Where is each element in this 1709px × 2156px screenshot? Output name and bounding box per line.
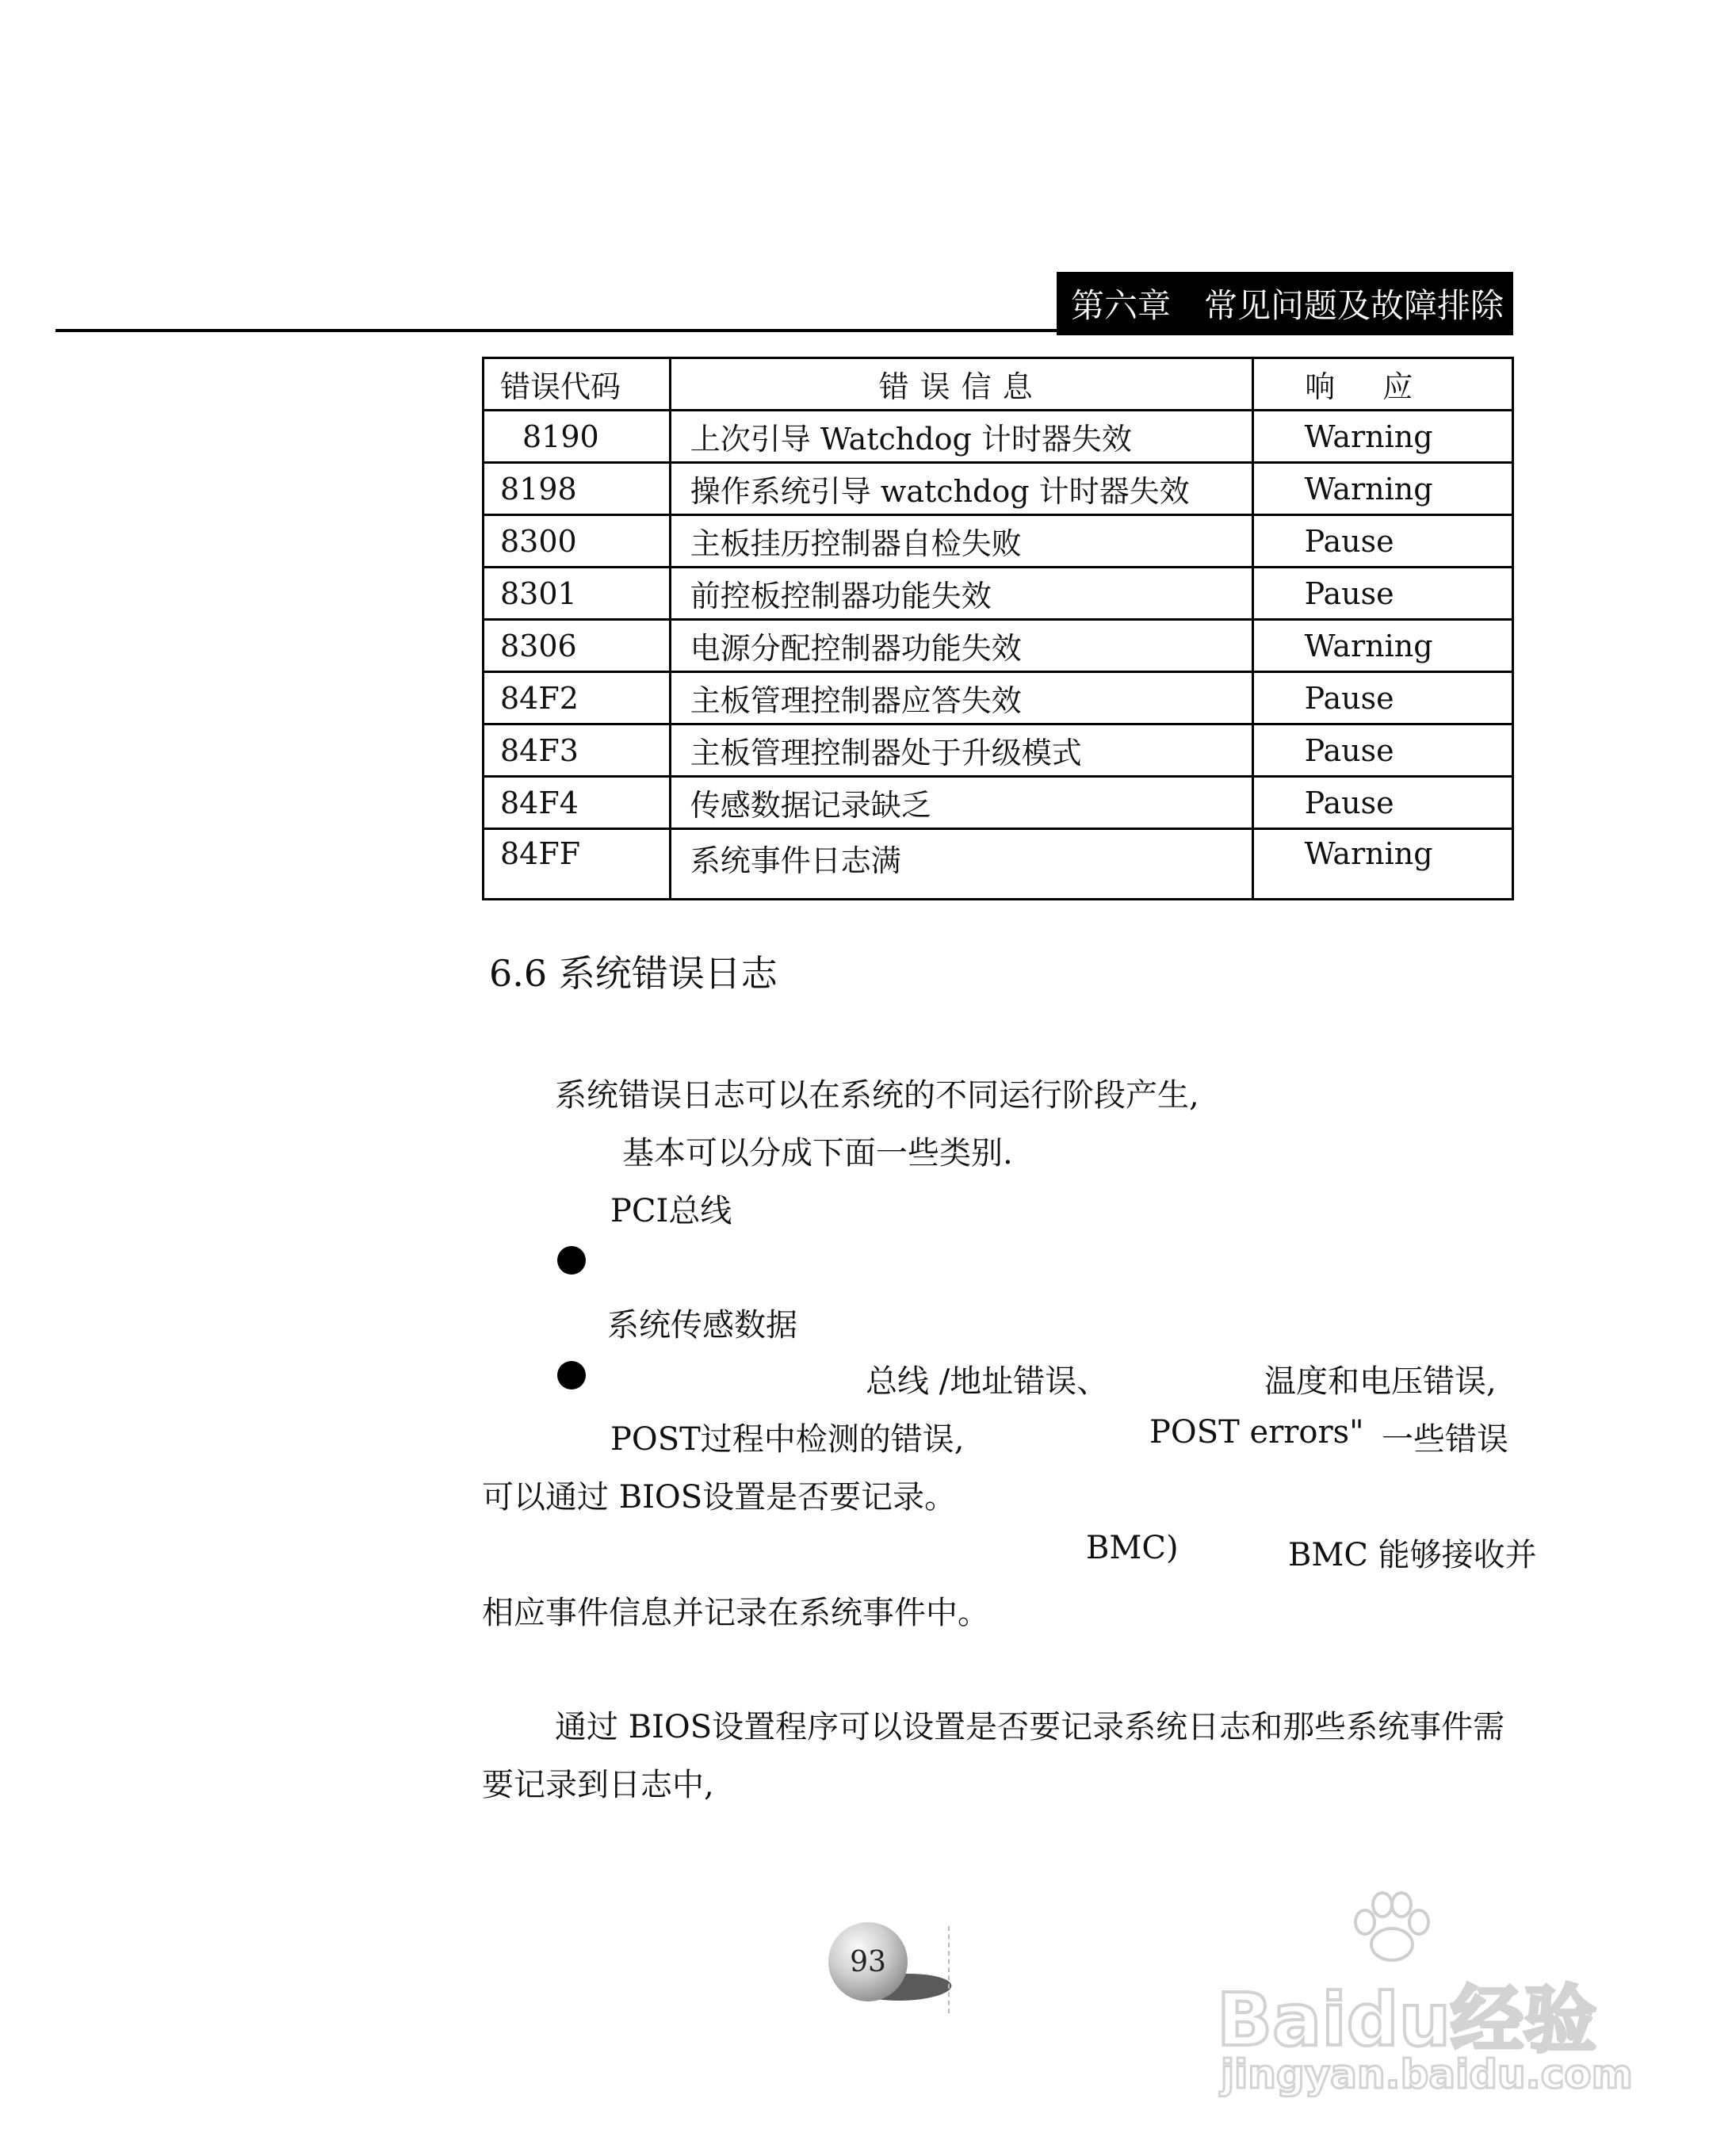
table-row xyxy=(484,829,1513,900)
bullet-icon xyxy=(557,1246,586,1275)
paragraph-fragment: POST过程中检测的错误, xyxy=(610,1421,965,1458)
chapter-title: 第六章 常见问题及故障排除 xyxy=(1071,286,1504,325)
error-code-table xyxy=(482,357,1514,900)
table-row xyxy=(484,724,1513,777)
cell-message: 上次引导 Watchdog 计时器失效 xyxy=(670,411,1252,463)
cell-code: 8300 xyxy=(484,515,671,568)
footer-divider xyxy=(948,1926,950,2013)
cell-code: 8190 xyxy=(484,411,671,463)
paragraph-line: 基本可以分成下面一些类别. xyxy=(622,1135,1013,1172)
table-row xyxy=(484,672,1513,724)
paragraph-fragment: 一些错误 xyxy=(1382,1421,1508,1458)
page-number: 93 xyxy=(850,1945,886,1978)
cell-code: 84F2 xyxy=(484,672,671,724)
table-row xyxy=(484,463,1513,515)
paw-icon xyxy=(1348,1890,1435,1962)
cell-response: Warning xyxy=(1252,620,1512,672)
cell-response: Warning xyxy=(1252,829,1512,900)
cell-code: 8198 xyxy=(484,463,671,515)
header-code: 错误代码 xyxy=(484,358,671,411)
paragraph-fragment: 温度和电压错误, xyxy=(1264,1363,1497,1400)
paragraph-line: 相应事件信息并记录在系统事件中。 xyxy=(482,1595,989,1631)
cell-response: Pause xyxy=(1252,777,1512,829)
cell-response: Warning xyxy=(1252,463,1512,515)
cell-response: Warning xyxy=(1252,411,1512,463)
paragraph-fragment: BMC 能够接收并 xyxy=(1288,1537,1537,1573)
cell-response: Pause xyxy=(1252,515,1512,568)
paragraph-line: 可以通过 BIOS设置是否要记录。 xyxy=(482,1479,957,1516)
paragraph-line: 通过 BIOS设置程序可以设置是否要记录系统日志和那些系统事件需 xyxy=(555,1709,1505,1745)
header-rule xyxy=(55,329,1058,332)
cell-message: 系统事件日志满 xyxy=(670,829,1252,900)
category-item: PCI总线 xyxy=(610,1193,732,1229)
table-row xyxy=(484,411,1513,463)
cell-code: 8301 xyxy=(484,568,671,620)
header-response: 响应 xyxy=(1252,358,1512,411)
table-row xyxy=(484,620,1513,672)
cell-message: 主板挂历控制器自检失败 xyxy=(670,515,1252,568)
cell-message: 主板管理控制器处于升级模式 xyxy=(670,724,1252,777)
table-row xyxy=(484,777,1513,829)
cell-response: Pause xyxy=(1252,724,1512,777)
cell-message: 操作系统引导 watchdog 计时器失效 xyxy=(670,463,1252,515)
cell-message: 前控板控制器功能失效 xyxy=(670,568,1252,620)
page-number-badge xyxy=(828,1922,908,2001)
table-row xyxy=(484,568,1513,620)
cell-code: 84F4 xyxy=(484,777,671,829)
cell-message: 主板管理控制器应答失效 xyxy=(670,672,1252,724)
section-title: 6.6 系统错误日志 xyxy=(489,952,778,995)
bullet-icon xyxy=(557,1361,586,1390)
paragraph-fragment: BMC) xyxy=(1086,1530,1179,1566)
paragraph-fragment: POST errors" xyxy=(1149,1414,1364,1451)
paragraph-line: 系统错误日志可以在系统的不同运行阶段产生, xyxy=(555,1077,1199,1114)
paragraph-fragment: 总线 /地址错误、 xyxy=(866,1363,1109,1400)
table-row xyxy=(484,515,1513,568)
cell-code: 84F3 xyxy=(484,724,671,777)
cell-code: 8306 xyxy=(484,620,671,672)
cell-message: 电源分配控制器功能失效 xyxy=(670,620,1252,672)
table-header-row xyxy=(484,358,1513,411)
header-message: 错误信息 xyxy=(670,358,1252,411)
chapter-header xyxy=(1057,272,1513,335)
watermark-logo: Baidu经验 xyxy=(1217,1978,1597,2062)
watermark-url: jingyan.baidu.com xyxy=(1221,2051,1633,2097)
cell-response: Pause xyxy=(1252,672,1512,724)
cell-response: Pause xyxy=(1252,568,1512,620)
cell-message: 传感数据记录缺乏 xyxy=(670,777,1252,829)
category-item: 系统传感数据 xyxy=(607,1307,797,1344)
paragraph-line: 要记录到日志中, xyxy=(482,1767,714,1803)
cell-code: 84FF xyxy=(484,829,671,900)
